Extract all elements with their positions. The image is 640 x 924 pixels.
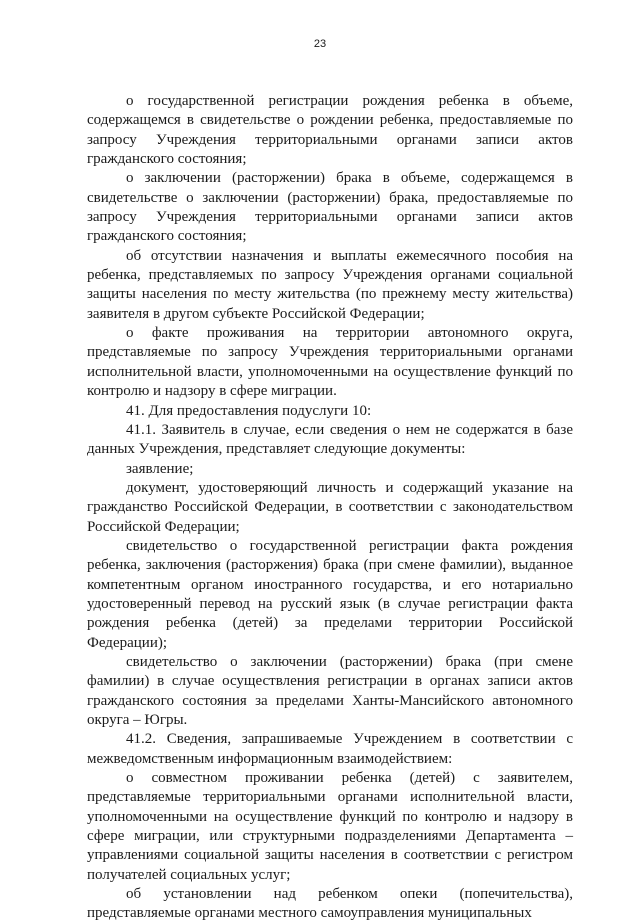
paragraph-residence-fact: о факте проживания на территории автономного округа, представляемые по запросу Учреждения территориальными органами исполнительной власти, уполномоченными на осуществление функций по контролю и надзору в сфере миграции. <box>87 325 573 400</box>
paragraph-identity-document: документ, удостоверяющий личность и содержащий указание на гражданство Российской Федерации, в соответствии с законодательством Российской Федерации; <box>87 479 573 535</box>
page-number: 23 <box>313 38 327 50</box>
paragraph-clause-41: 41. Для предоставления подуслуги 10: <box>126 402 372 419</box>
paragraph-foreign-certificate: свидетельство о государственной регистрации факта рождения ребенка, заключения (расторжения) брака (при смене фамилии), выданное компетентным органом иностранного государства, и его нотариально удостоверенный перевод на русский язык (в случае регистрации факта рождения ребенка (детей) за пределами территории Российской Федерации); <box>87 537 573 651</box>
paragraph-application: заявление; <box>126 460 194 477</box>
paragraph-clause-41-1: 41.1. Заявитель в случае, если сведения о нем не содержатся в базе данных Учреждения, представляет следующие документы: <box>87 421 573 458</box>
paragraph-cohabitation: о совместном проживании ребенка (детей) с заявителем, представляемые территориальными органами исполнительной власти, уполномоченными на осуществление функций по контролю и надзору в сфере миграции, или структурными подразделениями Департамента – управлениями социальной защиты населения в соответствии с регистром получателей социальных услуг; <box>87 770 573 883</box>
paragraph-no-allowance: об отсутствии назначения и выплаты ежемесячного пособия на ребенка, представляемых по запросу Учреждения органами социальной защиты населения по месту жительства (по прежнему месту жительства) заявителя в другом субъекте Российской Федерации; <box>87 247 573 322</box>
paragraph-guardianship: об установлении над ребенком опеки (попечительства), представляемые органами местного самоуправления муниципальных <box>87 886 573 922</box>
document-body <box>87 92 573 924</box>
paragraph-birth-registration: о государственной регистрации рождения ребенка в объеме, содержащемся в свидетельстве о рождении ребенка, предоставляемые по запросу Учреждения территориальными органами записи актов гражданского состояния; <box>87 93 573 168</box>
paragraph-marriage-registration: о заключении (расторжении) брака в объеме, содержащемся в свидетельстве о заключении (расторжении) брака, предоставляемые по запросу Учреждения территориальными органами записи актов гражданского состояния; <box>87 170 573 245</box>
paragraph-marriage-certificate: свидетельство о заключении (расторжении) брака (при смене фамилии) в случае осуществления регистрации в органах записи актов гражданского состояния за пределами Ханты-Мансийского автономного округа – Югры. <box>87 653 573 728</box>
paragraph-clause-41-2: 41.2. Сведения, запрашиваемые Учреждением в соответствии с межведомственным информационным взаимодействием: <box>87 731 573 767</box>
